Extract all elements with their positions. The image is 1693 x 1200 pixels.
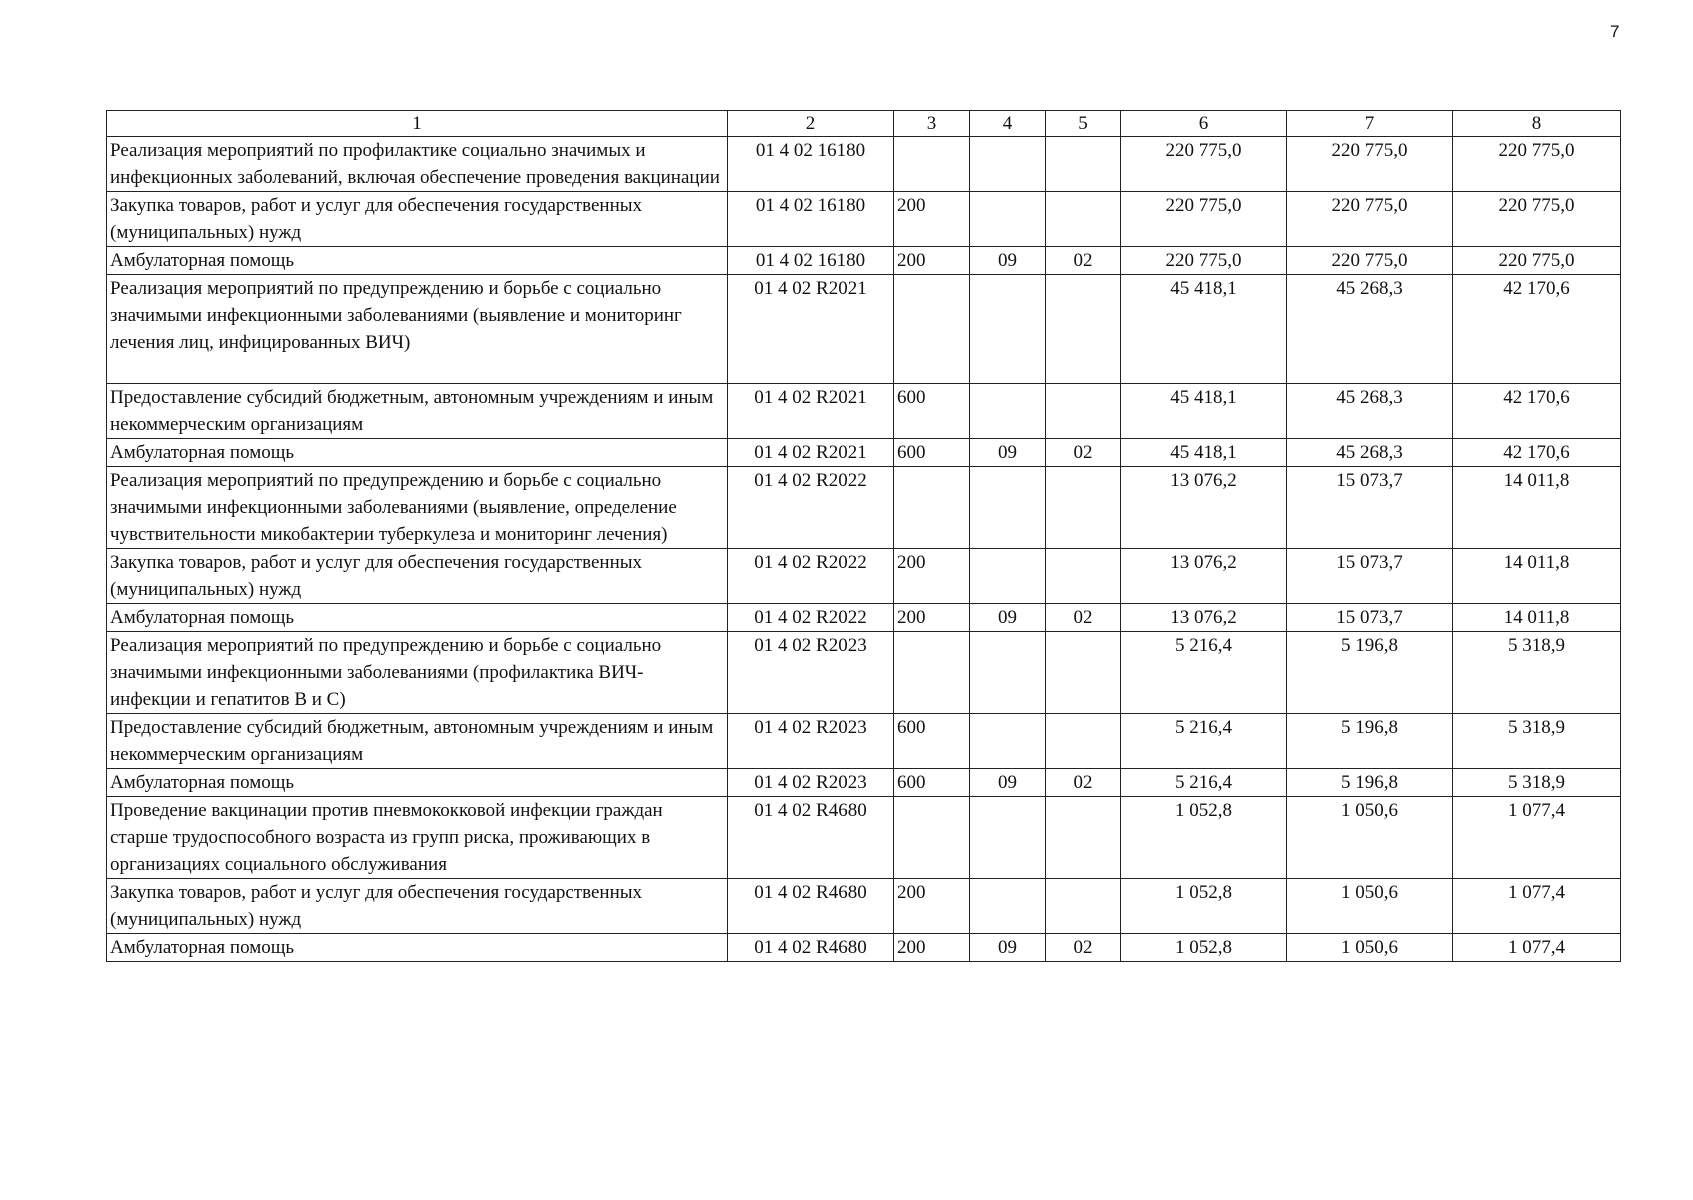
row-amount-col7: 220 775,0 bbox=[1287, 192, 1453, 247]
row-name: Реализация мероприятий по предупреждению и борьбе с социально значимыми инфекционными заболеваниями (выявление и мониторинг лечения лиц, инфицированных ВИЧ) bbox=[107, 275, 728, 384]
table-row bbox=[107, 439, 1621, 467]
row-amount-col7: 15 073,7 bbox=[1287, 604, 1453, 632]
row-expense-type: 600 bbox=[894, 384, 970, 439]
row-name: Амбулаторная помощь bbox=[107, 247, 728, 275]
row-code: 01 4 02 16180 bbox=[728, 247, 894, 275]
row-amount-col8: 220 775,0 bbox=[1453, 192, 1621, 247]
row-amount-col8: 1 077,4 bbox=[1453, 797, 1621, 879]
table-row bbox=[107, 192, 1621, 247]
row-amount-col8: 5 318,9 bbox=[1453, 714, 1621, 769]
row-name: Реализация мероприятий по предупреждению и борьбе с социально значимыми инфекционными заболеваниями (выявление, определение чувствительности микобактерии туберкулеза и мониторинг лечения) bbox=[107, 467, 728, 549]
row-section bbox=[970, 632, 1046, 714]
row-code: 01 4 02 16180 bbox=[728, 192, 894, 247]
row-code: 01 4 02 R2023 bbox=[728, 632, 894, 714]
row-subsection bbox=[1046, 467, 1121, 549]
budget-table bbox=[106, 110, 1621, 962]
row-amount-col6: 220 775,0 bbox=[1121, 247, 1287, 275]
row-name: Проведение вакцинации против пневмококковой инфекции граждан старше трудоспособного возраста из групп риска, проживающих в организациях социального обслуживания bbox=[107, 797, 728, 879]
row-expense-type: 600 bbox=[894, 769, 970, 797]
row-amount-col8: 5 318,9 bbox=[1453, 769, 1621, 797]
row-section bbox=[970, 797, 1046, 879]
row-expense-type bbox=[894, 275, 970, 384]
row-amount-col6: 5 216,4 bbox=[1121, 769, 1287, 797]
row-section: 09 bbox=[970, 769, 1046, 797]
row-amount-col8: 220 775,0 bbox=[1453, 137, 1621, 192]
row-section bbox=[970, 714, 1046, 769]
row-amount-col8: 14 011,8 bbox=[1453, 467, 1621, 549]
row-code: 01 4 02 16180 bbox=[728, 137, 894, 192]
row-amount-col8: 220 775,0 bbox=[1453, 247, 1621, 275]
row-expense-type: 200 bbox=[894, 604, 970, 632]
row-subsection bbox=[1046, 549, 1121, 604]
table-row bbox=[107, 275, 1621, 384]
row-amount-col7: 45 268,3 bbox=[1287, 275, 1453, 384]
header-col-2: 2 bbox=[728, 111, 894, 137]
table-row bbox=[107, 632, 1621, 714]
table-row bbox=[107, 604, 1621, 632]
header-col-7: 7 bbox=[1287, 111, 1453, 137]
row-name: Предоставление субсидий бюджетным, автономным учреждениям и иным некоммерческим организациям bbox=[107, 714, 728, 769]
header-col-8: 8 bbox=[1453, 111, 1621, 137]
row-amount-col8: 42 170,6 bbox=[1453, 275, 1621, 384]
row-subsection bbox=[1046, 714, 1121, 769]
row-subsection: 02 bbox=[1046, 769, 1121, 797]
row-name: Реализация мероприятий по предупреждению и борьбе с социально значимыми инфекционными заболеваниями (профилактика ВИЧ-инфекции и гепатитов В и С) bbox=[107, 632, 728, 714]
row-subsection bbox=[1046, 192, 1121, 247]
row-section bbox=[970, 549, 1046, 604]
row-section bbox=[970, 384, 1046, 439]
row-amount-col6: 220 775,0 bbox=[1121, 137, 1287, 192]
row-section bbox=[970, 467, 1046, 549]
row-name: Амбулаторная помощь bbox=[107, 934, 728, 962]
row-amount-col8: 1 077,4 bbox=[1453, 934, 1621, 962]
table-row bbox=[107, 247, 1621, 275]
row-code: 01 4 02 R4680 bbox=[728, 797, 894, 879]
row-amount-col6: 45 418,1 bbox=[1121, 384, 1287, 439]
row-amount-col7: 1 050,6 bbox=[1287, 934, 1453, 962]
row-expense-type: 200 bbox=[894, 247, 970, 275]
row-section bbox=[970, 137, 1046, 192]
row-subsection bbox=[1046, 275, 1121, 384]
header-row bbox=[107, 111, 1621, 137]
row-name: Закупка товаров, работ и услуг для обеспечения государственных (муниципальных) нужд bbox=[107, 879, 728, 934]
row-expense-type: 200 bbox=[894, 192, 970, 247]
row-code: 01 4 02 R2022 bbox=[728, 549, 894, 604]
row-code: 01 4 02 R2022 bbox=[728, 604, 894, 632]
row-amount-col8: 42 170,6 bbox=[1453, 384, 1621, 439]
row-amount-col6: 5 216,4 bbox=[1121, 714, 1287, 769]
row-amount-col6: 220 775,0 bbox=[1121, 192, 1287, 247]
row-code: 01 4 02 R4680 bbox=[728, 934, 894, 962]
row-section bbox=[970, 879, 1046, 934]
row-amount-col7: 1 050,6 bbox=[1287, 879, 1453, 934]
row-code: 01 4 02 R2022 bbox=[728, 467, 894, 549]
row-amount-col6: 45 418,1 bbox=[1121, 439, 1287, 467]
row-expense-type bbox=[894, 797, 970, 879]
header-col-3: 3 bbox=[894, 111, 970, 137]
row-section: 09 bbox=[970, 934, 1046, 962]
row-subsection bbox=[1046, 879, 1121, 934]
row-code: 01 4 02 R2021 bbox=[728, 439, 894, 467]
row-section bbox=[970, 192, 1046, 247]
row-amount-col8: 42 170,6 bbox=[1453, 439, 1621, 467]
table-row bbox=[107, 384, 1621, 439]
row-section: 09 bbox=[970, 604, 1046, 632]
row-amount-col6: 1 052,8 bbox=[1121, 934, 1287, 962]
row-subsection bbox=[1046, 137, 1121, 192]
page-number: 7 bbox=[1610, 22, 1620, 41]
row-name: Предоставление субсидий бюджетным, автономным учреждениям и иным некоммерческим организациям bbox=[107, 384, 728, 439]
header-col-5: 5 bbox=[1046, 111, 1121, 137]
row-amount-col7: 15 073,7 bbox=[1287, 467, 1453, 549]
row-amount-col8: 14 011,8 bbox=[1453, 549, 1621, 604]
row-expense-type: 200 bbox=[894, 879, 970, 934]
row-amount-col7: 15 073,7 bbox=[1287, 549, 1453, 604]
row-amount-col8: 14 011,8 bbox=[1453, 604, 1621, 632]
table-row bbox=[107, 549, 1621, 604]
header-col-1: 1 bbox=[107, 111, 728, 137]
row-section: 09 bbox=[970, 247, 1046, 275]
row-amount-col7: 220 775,0 bbox=[1287, 247, 1453, 275]
table-row bbox=[107, 934, 1621, 962]
row-amount-col8: 5 318,9 bbox=[1453, 632, 1621, 714]
row-section bbox=[970, 275, 1046, 384]
header-col-4: 4 bbox=[970, 111, 1046, 137]
table-row bbox=[107, 467, 1621, 549]
row-subsection bbox=[1046, 632, 1121, 714]
row-amount-col6: 13 076,2 bbox=[1121, 467, 1287, 549]
table-row bbox=[107, 769, 1621, 797]
row-amount-col6: 5 216,4 bbox=[1121, 632, 1287, 714]
row-code: 01 4 02 R2023 bbox=[728, 769, 894, 797]
row-subsection: 02 bbox=[1046, 934, 1121, 962]
row-expense-type bbox=[894, 632, 970, 714]
row-code: 01 4 02 R2023 bbox=[728, 714, 894, 769]
row-amount-col7: 45 268,3 bbox=[1287, 439, 1453, 467]
row-name: Закупка товаров, работ и услуг для обеспечения государственных (муниципальных) нужд bbox=[107, 192, 728, 247]
row-name: Амбулаторная помощь bbox=[107, 769, 728, 797]
table-row bbox=[107, 879, 1621, 934]
row-expense-type: 600 bbox=[894, 714, 970, 769]
row-expense-type: 600 bbox=[894, 439, 970, 467]
row-name: Амбулаторная помощь bbox=[107, 439, 728, 467]
table-row bbox=[107, 137, 1621, 192]
row-code: 01 4 02 R2021 bbox=[728, 275, 894, 384]
row-subsection bbox=[1046, 384, 1121, 439]
row-subsection bbox=[1046, 797, 1121, 879]
row-code: 01 4 02 R2021 bbox=[728, 384, 894, 439]
row-amount-col6: 45 418,1 bbox=[1121, 275, 1287, 384]
row-expense-type bbox=[894, 467, 970, 549]
row-subsection: 02 bbox=[1046, 604, 1121, 632]
row-amount-col7: 1 050,6 bbox=[1287, 797, 1453, 879]
row-amount-col7: 5 196,8 bbox=[1287, 769, 1453, 797]
row-amount-col6: 1 052,8 bbox=[1121, 879, 1287, 934]
row-expense-type: 200 bbox=[894, 549, 970, 604]
row-name: Реализация мероприятий по профилактике социально значимых и инфекционных заболеваний, включая обеспечение проведения вакцинации bbox=[107, 137, 728, 192]
row-expense-type bbox=[894, 137, 970, 192]
row-name: Закупка товаров, работ и услуг для обеспечения государственных (муниципальных) нужд bbox=[107, 549, 728, 604]
row-amount-col6: 13 076,2 bbox=[1121, 604, 1287, 632]
row-amount-col6: 1 052,8 bbox=[1121, 797, 1287, 879]
row-section: 09 bbox=[970, 439, 1046, 467]
row-amount-col7: 220 775,0 bbox=[1287, 137, 1453, 192]
table-row bbox=[107, 797, 1621, 879]
row-code: 01 4 02 R4680 bbox=[728, 879, 894, 934]
row-expense-type: 200 bbox=[894, 934, 970, 962]
header-col-6: 6 bbox=[1121, 111, 1287, 137]
row-name: Амбулаторная помощь bbox=[107, 604, 728, 632]
row-amount-col7: 5 196,8 bbox=[1287, 714, 1453, 769]
row-amount-col7: 45 268,3 bbox=[1287, 384, 1453, 439]
row-amount-col7: 5 196,8 bbox=[1287, 632, 1453, 714]
row-subsection: 02 bbox=[1046, 247, 1121, 275]
row-subsection: 02 bbox=[1046, 439, 1121, 467]
row-amount-col8: 1 077,4 bbox=[1453, 879, 1621, 934]
table-row bbox=[107, 714, 1621, 769]
row-amount-col6: 13 076,2 bbox=[1121, 549, 1287, 604]
